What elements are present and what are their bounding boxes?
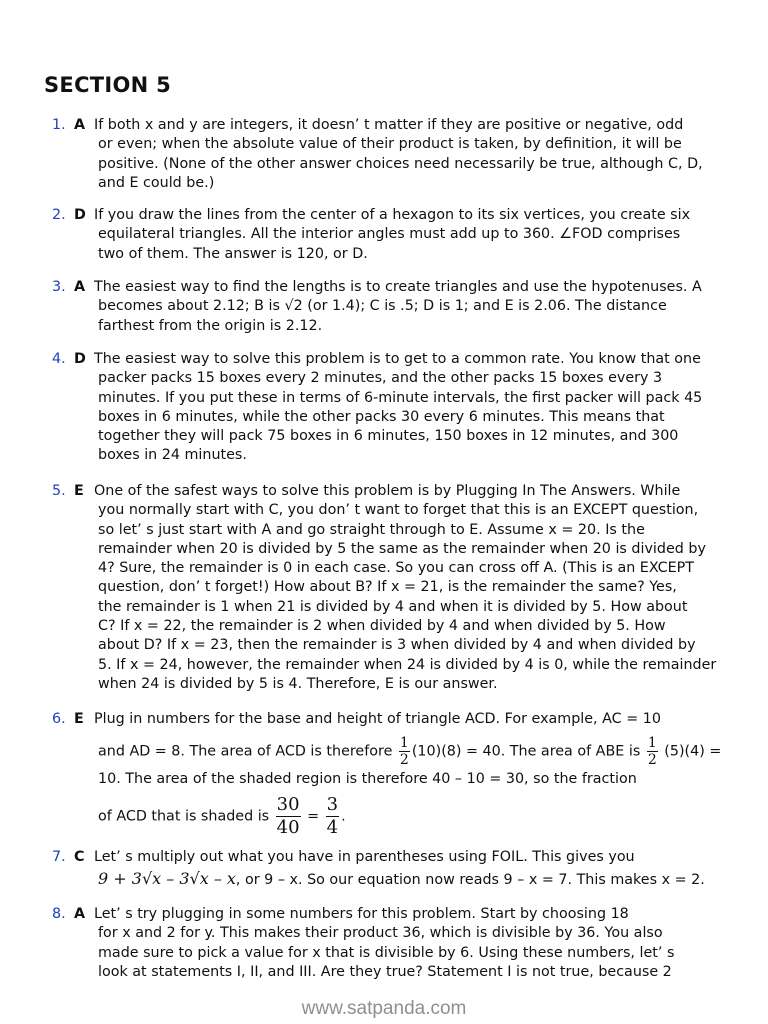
footer-watermark: www.satpanda.com [301, 998, 467, 1019]
explanation-line: equilateral triangles. All the interior angles must add up to 360. ∠FOD comprises [98, 226, 681, 243]
question-number: 3. [52, 279, 66, 295]
explanation-text: of ACD that is shaded is [98, 808, 274, 825]
answer-first-line [52, 710, 732, 729]
explanation-line: The easiest way to find the lengths is to create triangles and use the hypotenuses. A [94, 279, 702, 295]
explanation-line [98, 794, 732, 839]
question-number: 7. [52, 849, 66, 865]
explanation-line: The easiest way to solve this problem is to get to a common rate. You know that one [94, 351, 701, 367]
explanation-line: about D? If x = 23, then the remainder is 3 when divided by 4 and when divided by [98, 637, 696, 654]
explanation-line: If both x and y are integers, it doesn’ t matter if they are positive or negative, odd [94, 117, 684, 133]
answer-first-line [52, 848, 732, 867]
explanation-line: you normally start with C, you don’ t want to forget that this is an EXCEPT question, [98, 502, 699, 519]
explanation-line: 4? Sure, the remainder is 0 in each case. So you can cross off A. (This is an EXCEPT [98, 560, 694, 577]
explanation-text: and AD = 8. The area of ACD is therefore [98, 743, 397, 760]
fraction-one-half-denominator: 2 [399, 752, 409, 769]
explanation-line: Let’ s try plugging in some numbers for this problem. Start by choosing 18 [94, 906, 629, 922]
fraction-one-half-denominator: 2 [647, 752, 657, 769]
fraction-three-fourths [326, 794, 339, 839]
answer-letter: A [74, 117, 86, 133]
period: . [341, 808, 346, 825]
explanation-line [98, 770, 732, 789]
explanation-line: question, don’ t forget!) How about B? If x = 21, is the remainder the same? Yes, [98, 579, 677, 596]
answer-item [52, 350, 732, 466]
question-number: 5. [52, 483, 66, 499]
answer-first-line [52, 278, 732, 297]
fraction-one-half [647, 735, 658, 768]
explanation-text: (5)(4) = [659, 743, 722, 760]
answer-item [52, 905, 732, 982]
explanation-line: the remainder is 1 when 21 is divided by 4 and when it is divided by 5. How about [98, 598, 688, 615]
answer-letter: E [74, 483, 84, 499]
explanation-line: for x and 2 for y. This makes their product 36, which is divisible by 36. You also [98, 925, 663, 942]
explanation-line: boxes in 6 minutes, while the other packs 30 every 6 minutes. This means that [98, 408, 665, 425]
explanation-text: 10. The area of the shaded region is therefore 40 – 10 = 30, so the fraction [98, 771, 637, 788]
answer-letter: A [74, 906, 86, 922]
fraction-one-half-numerator: 1 [399, 735, 409, 752]
fraction-three-fourths-numerator: 3 [326, 793, 339, 815]
fraction-thirty-fortieths-denominator: 40 [276, 816, 300, 838]
answer-letter: C [74, 849, 85, 865]
explanation-line: when 24 is divided by 5 is 4. Therefore, E is our answer. [98, 675, 498, 692]
answer-first-line [52, 206, 732, 225]
answer-first-line [52, 482, 732, 501]
question-number: 2. [52, 207, 66, 223]
fraction-three-fourths-denominator: 4 [326, 816, 339, 838]
fraction-one-half-numerator: 1 [647, 735, 657, 752]
explanation-line [98, 735, 732, 768]
answer-item [52, 278, 732, 336]
answer-letter: D [74, 351, 86, 367]
explanation-line: packer packs 15 boxes every 2 minutes, and the other packs 15 boxes every 3 [98, 370, 663, 387]
foil-expression: 9 + 3√x – 3√x – x [98, 869, 236, 889]
section-title: SECTION 5 [44, 73, 172, 97]
question-number: 4. [52, 351, 66, 367]
explanation-line: If you draw the lines from the center of a hexagon to its six vertices, you create six [94, 207, 691, 223]
explanation-text: (10)(8) = 40. The area of ABE is [411, 743, 645, 760]
answer-item [52, 482, 732, 694]
question-number: 8. [52, 906, 66, 922]
question-number: 1. [52, 117, 66, 133]
answer-item [52, 710, 732, 839]
answer-letter: A [74, 279, 86, 295]
explanation-line: Plug in numbers for the base and height of triangle ACD. For example, AC = 10 [94, 711, 661, 727]
explanation-line: together they will pack 75 boxes in 6 minutes, 150 boxes in 12 minutes, and 300 [98, 428, 679, 445]
question-number: 6. [52, 711, 66, 727]
explanation-line: and E could be.) [98, 174, 215, 191]
explanation-line: made sure to pick a value for x that is divisible by 6. Using these numbers, let’ s [98, 944, 675, 961]
explanation-line: minutes. If you put these in terms of 6-minute intervals, the first packer will pack 45 [98, 389, 703, 406]
explanation-line: boxes in 24 minutes. [98, 447, 247, 464]
explanation-line: so let’ s just start with A and go straight through to E. Assume x = 20. Is the [98, 521, 645, 538]
equals-sign: = [302, 808, 324, 825]
explanation-line: two of them. The answer is 120, or D. [98, 245, 368, 262]
explanation-line: becomes about 2.12; B is √2 (or 1.4); C is .5; D is 1; and E is 2.06. The distance [98, 298, 667, 315]
explanation-text: , or 9 – x. So our equation now reads 9 – x = 7. This makes x = 2. [235, 872, 705, 889]
explanation-line: 5. If x = 24, however, the remainder when 24 is divided by 4 is 0, while the remainder [98, 656, 717, 673]
explanation-line [98, 869, 732, 890]
fraction-one-half [399, 735, 410, 768]
fraction-thirty-fortieths [276, 794, 301, 839]
explanation-line: or even; when the absolute value of their product is taken, by definition, it will be [98, 136, 682, 153]
answer-first-line [52, 116, 732, 135]
answer-item [52, 116, 732, 193]
explanation-line: One of the safest ways to solve this problem is by Plugging In The Answers. While [94, 483, 681, 499]
explanation-line: C? If x = 22, the remainder is 2 when divided by 4 and when divided by 5. How [98, 618, 666, 635]
explanation-line: positive. (None of the other answer choices need necessarily be true, although C, D, [98, 155, 703, 172]
explanation-line: remainder when 20 is divided by 5 the same as the remainder when 20 is divided by [98, 540, 706, 557]
answer-first-line [52, 350, 732, 369]
answer-letter: E [74, 711, 84, 727]
answer-item [52, 206, 732, 264]
answer-first-line [52, 905, 732, 924]
answer-item [52, 848, 732, 891]
explanation-line: look at statements I, II, and III. Are they true? Statement I is not true, because 2 [98, 963, 672, 980]
answer-letter: D [74, 207, 86, 223]
explanation-line: farthest from the origin is 2.12. [98, 317, 323, 334]
fraction-thirty-fortieths-numerator: 30 [276, 793, 300, 815]
explanation-line: Let’ s multiply out what you have in parentheses using FOIL. This gives you [94, 849, 635, 865]
